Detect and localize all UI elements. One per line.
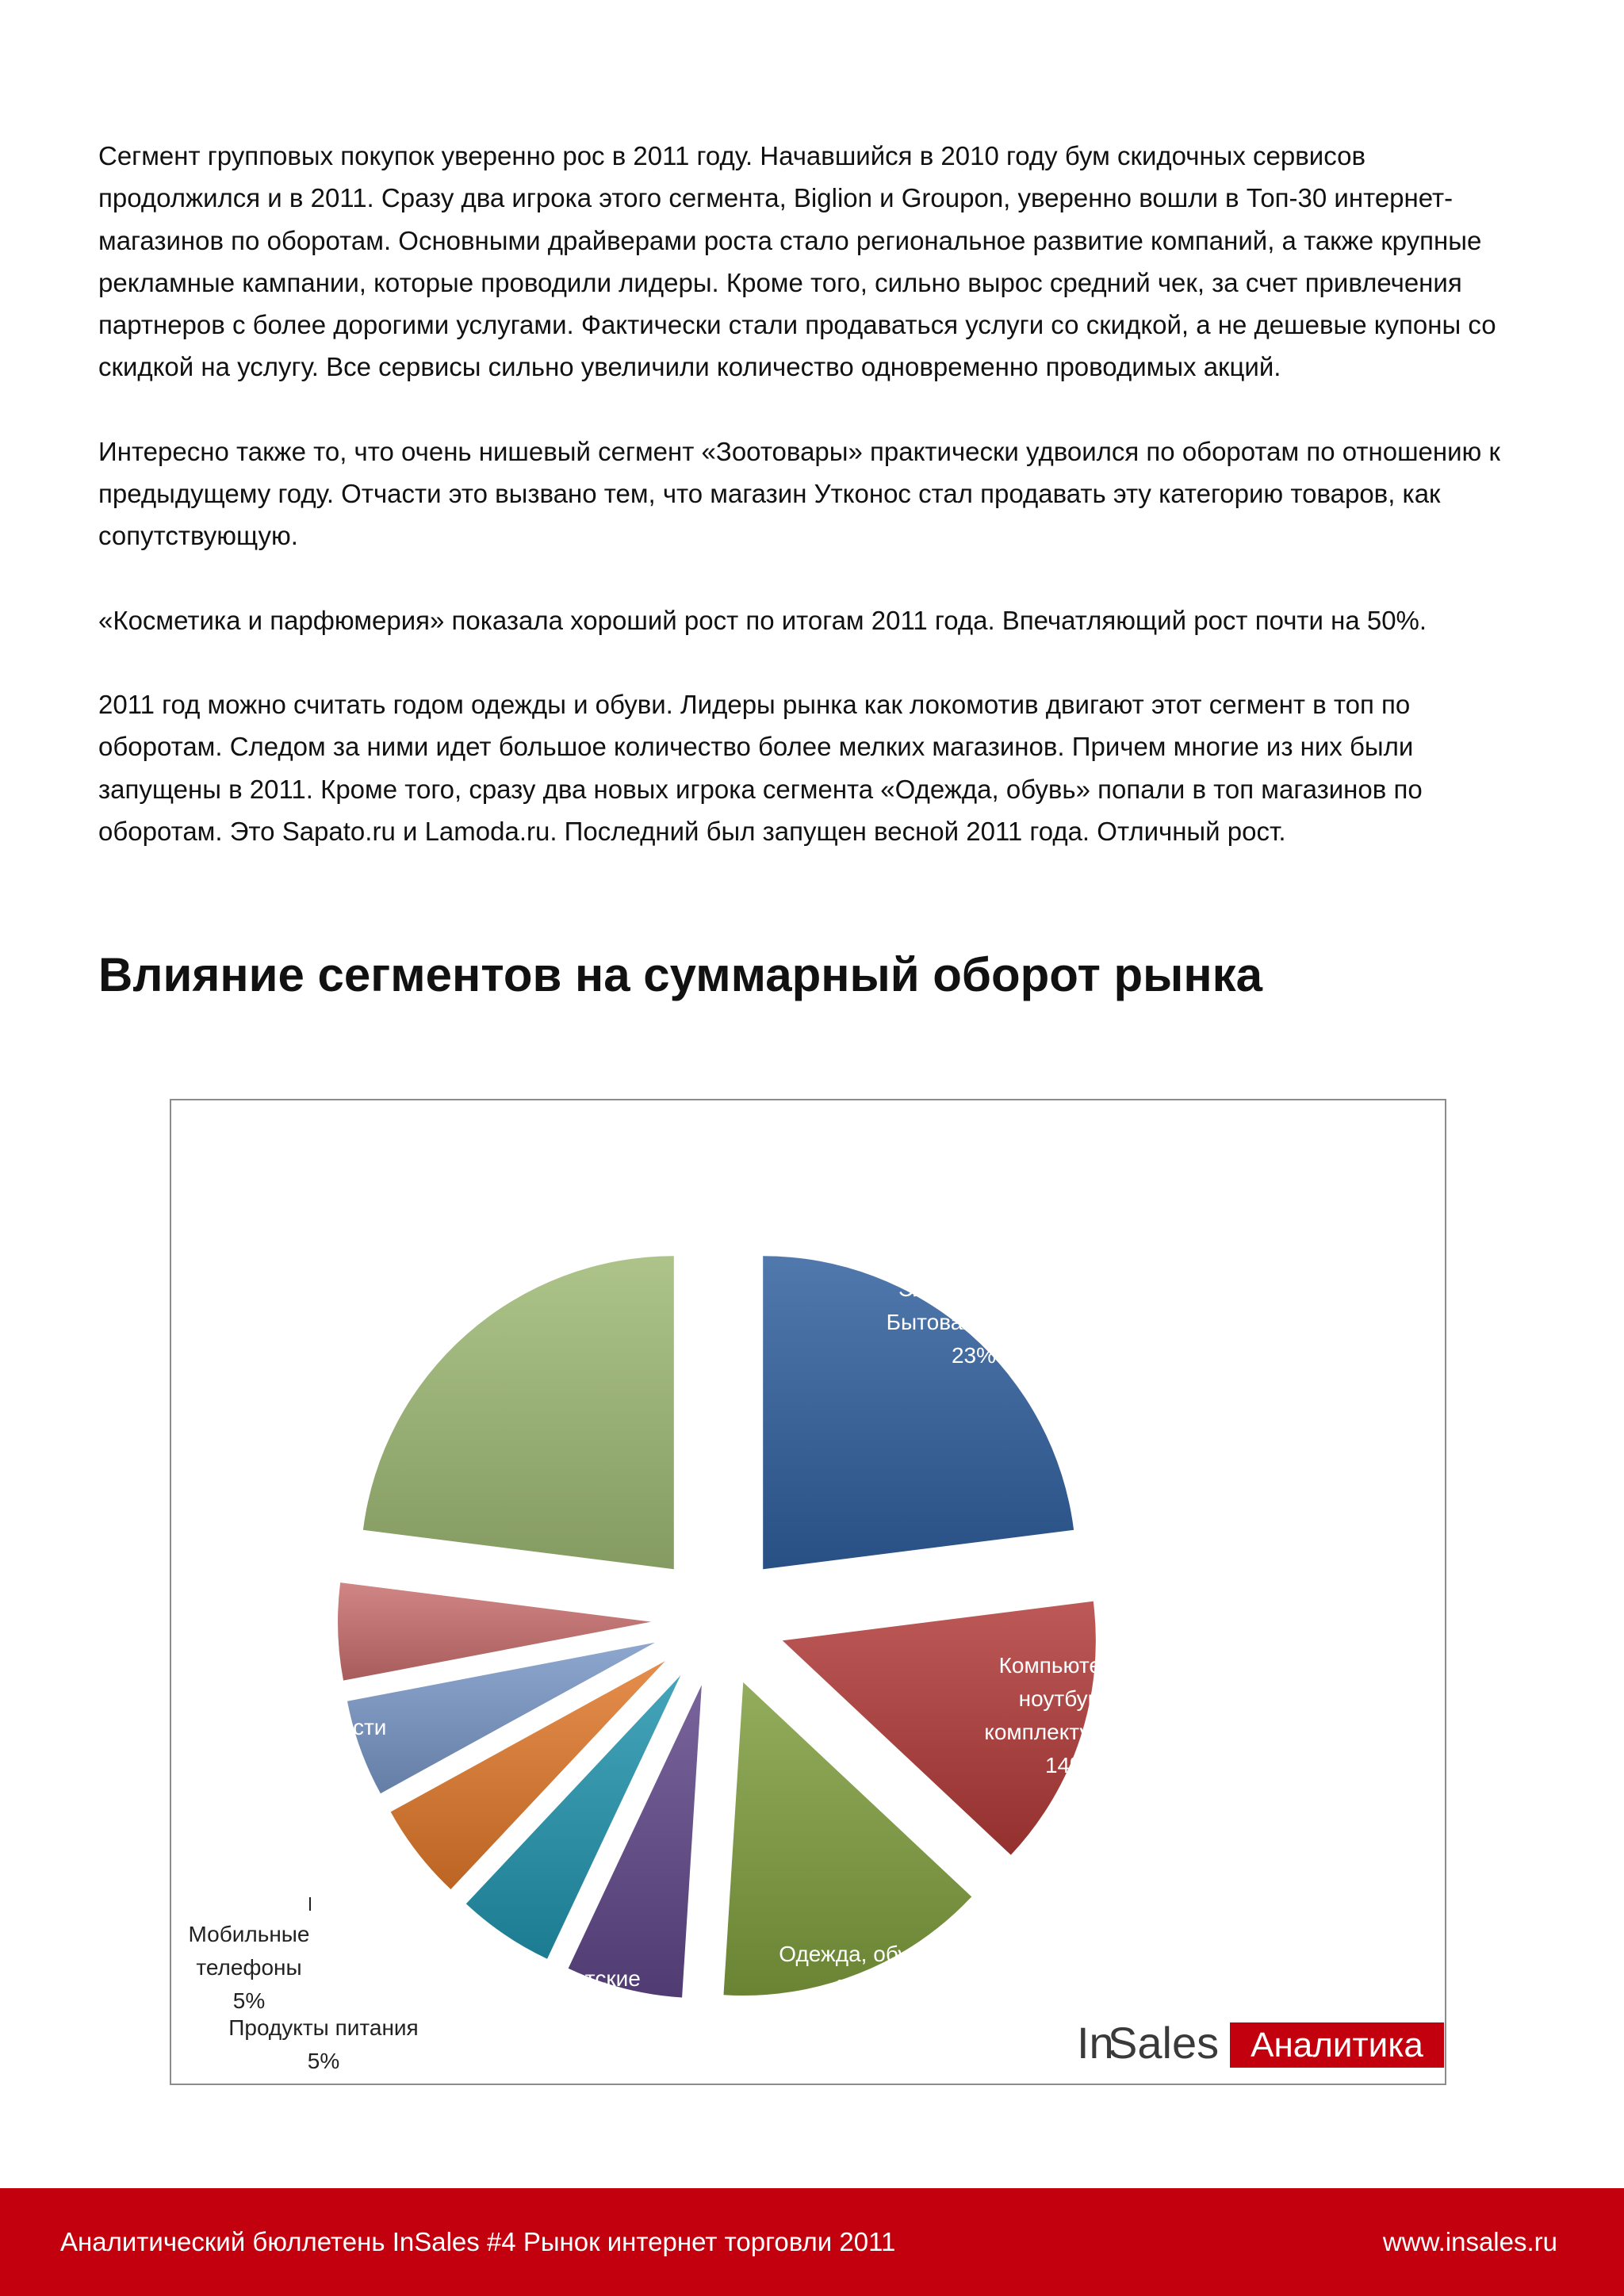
paragraph-pet-products: Интересно также то, что очень нишевый сегмент «Зоотовары» практически удвоился по оборотам по отношению к предыдущему году. Отчасти это вызвано тем, что магазин Утконос стал продавать эту категорию товаров, как сопутствующую.	[98, 436, 1500, 551]
pie-chart-frame	[170, 1099, 1446, 2085]
logo-brand-sales: Sales	[1108, 2018, 1220, 2068]
pie-label-3-category: Одежда, обувь	[779, 1942, 933, 1966]
footer-publication-title: Аналитический бюллетень InSales #4 Рынок интернет торговли 2011	[60, 2227, 896, 2256]
pie-label-5-value: 5%	[307, 2049, 340, 2073]
logo-brand-in: In	[1077, 2018, 1114, 2068]
footer-website-link[interactable]: www.insales.ru	[1382, 2227, 1557, 2256]
pie-label-1-category: Бытовая техника	[886, 1310, 1062, 1334]
pie-label-4-category: Детские	[558, 1966, 641, 1991]
section-title: Влияние сегментов на суммарный оборот рынка	[98, 948, 1263, 1001]
pie-label-2-category: ноутбуки,	[1018, 1686, 1116, 1711]
pie-label-4	[558, 1966, 641, 2057]
pie-label-7-value: 5%	[300, 1748, 333, 1773]
pie-label-6-value: 5%	[232, 1988, 266, 2013]
pie-label-8-category: Мебель	[220, 1588, 301, 1613]
pie-label-6-category: Мобильные	[188, 1922, 310, 1946]
pie-label-8	[221, 1588, 301, 1646]
logo-badge-text: Аналитика	[1251, 2026, 1423, 2064]
pie-label-4-category: товары	[562, 1999, 637, 2024]
pie-chart	[171, 1100, 1445, 2084]
pie-label-5-category: Продукты питания	[228, 2015, 419, 2040]
pie-label-5	[228, 2015, 418, 2073]
pie-label-6-category: телефоны	[196, 1955, 302, 1980]
article-body	[98, 135, 1526, 894]
paragraph-cosmetics: «Косметика и парфюмерия» показала хороший рост по итогам 2011 года. Впечатляющий рост почти на 50%.	[98, 605, 1427, 635]
pie-label-9	[355, 1268, 471, 1326]
pie-label-7-category: Автозапчасти	[246, 1715, 387, 1739]
page-footer	[0, 2188, 1624, 2296]
pie-label-3-value: 14%	[833, 1975, 879, 1999]
pie-label-2-category: Компьютеры,	[998, 1653, 1136, 1678]
pie-label-6	[189, 1922, 310, 2013]
paragraph-group-buying: Сегмент групповых покупок уверенно рос в 2011 году. Начавшийся в 2010 году бум скидочных сервисов продолжился и в 2011. Сразу два игрока этого сегмента, Biglion и Groupon, уверенно вошли в Топ-30 интернет-магазинов по оборотам. Основными драйверами роста стало региональное развитие компаний, а также крупные рекламные кампании, которые проводили лидеры. Кроме того, сильно вырос средний чек, за счет привлечения партнеров с более дорогими услугами. Фактически стали продаваться услуги со скидкой, а не дешевые купоны со скидкой на услугу. Все сервисы сильно увеличили количество одновременно проводимых акций.	[98, 141, 1496, 382]
paragraph-clothing: 2011 год можно считать годом одежды и обуви. Лидеры рынка как локомотив двигают этот сегмент в топ по оборотам. Следом за ними идет большое количество более мелких магазинов. Причем многие из них были запущены в 2011. Кроме того, сразу два новых игрока сегмента «Одежда, обувь» попали в топ магазинов по оборотам. Это Sapato.ru и Lamoda.ru. Последний был запущен весной 2011 года. Отличный рост.	[98, 689, 1423, 846]
pie-label-9-value: 23%	[390, 1301, 436, 1326]
pie-label-1-value: 23%	[951, 1343, 997, 1368]
pie-slice-1-shading	[763, 1256, 1074, 1569]
pie-label-4-value: 6%	[583, 2033, 616, 2057]
pie-label-2-value: 14%	[1044, 1753, 1090, 1777]
insales-analytics-logo	[1077, 2018, 1444, 2068]
pie-label-8-value: 5%	[244, 1621, 278, 1646]
pie-label-1-category: Электроника и	[898, 1276, 1050, 1301]
pie-label-2-category: комплектующие	[984, 1720, 1151, 1744]
pie-label-9-category: Остальные	[355, 1268, 471, 1292]
